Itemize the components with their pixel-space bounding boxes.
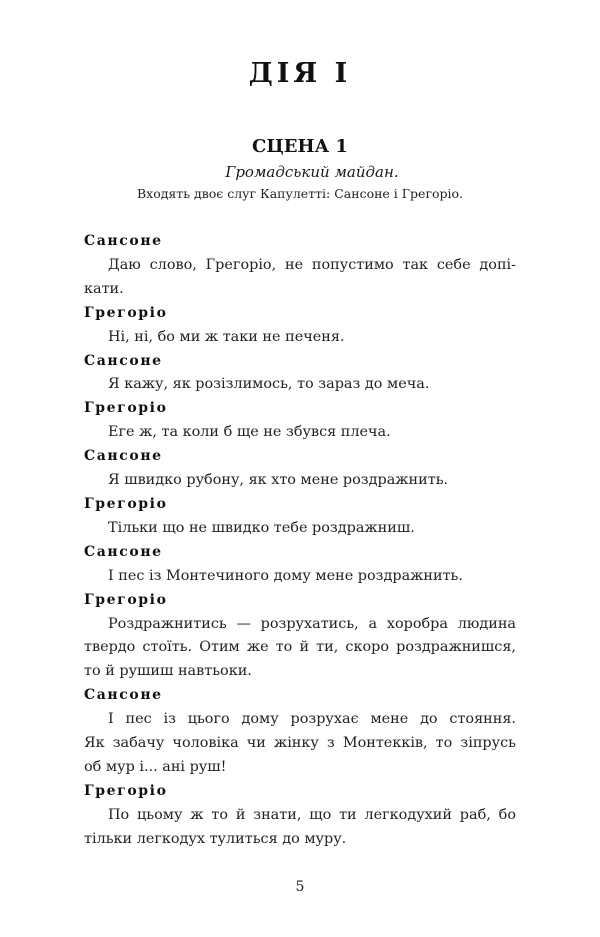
speaker-name: Грегоріо [84, 304, 168, 321]
speech-line: Даю слово, Грегоріо, не попустимо так себе допі- [108, 256, 516, 273]
speech-line: Я швидко рубону, як хто мене роздражнить. [108, 472, 449, 489]
speaker-name: Сансоне [84, 543, 163, 560]
speech [84, 326, 516, 350]
speech [84, 613, 516, 685]
speech-line: кати. [84, 280, 124, 297]
speech-line: Я кажу, як розізлимось, то зараз до меча. [108, 376, 430, 393]
stage-direction: Входять двоє слуг Капулетті: Сансоне і Грегоріо. [136, 186, 464, 201]
speech-line: об мур і... ані руш! [84, 758, 227, 775]
speech [84, 708, 516, 780]
speech-line: тільки легкодух тулиться до муру. [84, 830, 347, 847]
speech [84, 565, 516, 589]
scene-place: Громадський майдан. [225, 163, 399, 181]
speaker-name: Грегоріо [84, 782, 168, 799]
speech-line: Еге ж, та коли б ще не збувся плеча. [108, 424, 391, 441]
speaker-name: Грегоріо [84, 495, 168, 512]
speaker-name: Грегоріо [84, 591, 168, 608]
speaker-name: Сансоне [84, 687, 163, 704]
speech-line: Ні, ні, бо ми ж таки не печеня. [108, 328, 345, 345]
speech-line: І пес із цього дому розрухає мене до стояння. [108, 711, 516, 728]
speech-line: Тільки що не швидко тебе роздражниш. [108, 519, 415, 536]
speech-line: І пес із Монтечиного дому мене роздражнить. [108, 567, 463, 584]
speech [84, 804, 516, 852]
speech-line: то й рушиш навтьоки. [84, 663, 252, 680]
dialogue [84, 230, 516, 852]
speech-line: Як забачу чоловіка чи жінку з Монтекків, то зіпрусь [84, 735, 516, 752]
speaker-name: Сансоне [84, 448, 163, 465]
speech-line: По цьому ж то й знати, що ти легкодухий раб, бо [108, 806, 516, 823]
speech-line: твердо стоїть. Отим же то й ти, скоро роздражнишся, [84, 639, 516, 656]
page-number: 5 [295, 879, 305, 895]
speech [84, 469, 516, 493]
speaker-name: Сансоне [84, 352, 163, 369]
speech [84, 373, 516, 397]
speech [84, 517, 516, 541]
scene-title: СЦЕНА 1 [252, 136, 348, 157]
speaker-name: Сансоне [84, 233, 163, 249]
speech [84, 421, 516, 445]
speech-line: Роздражнитись — розрухатись, а хоробра людина [108, 615, 516, 632]
act-title: ДІЯ І [248, 58, 352, 89]
speaker-name: Грегоріо [84, 400, 168, 417]
speech [84, 254, 516, 302]
